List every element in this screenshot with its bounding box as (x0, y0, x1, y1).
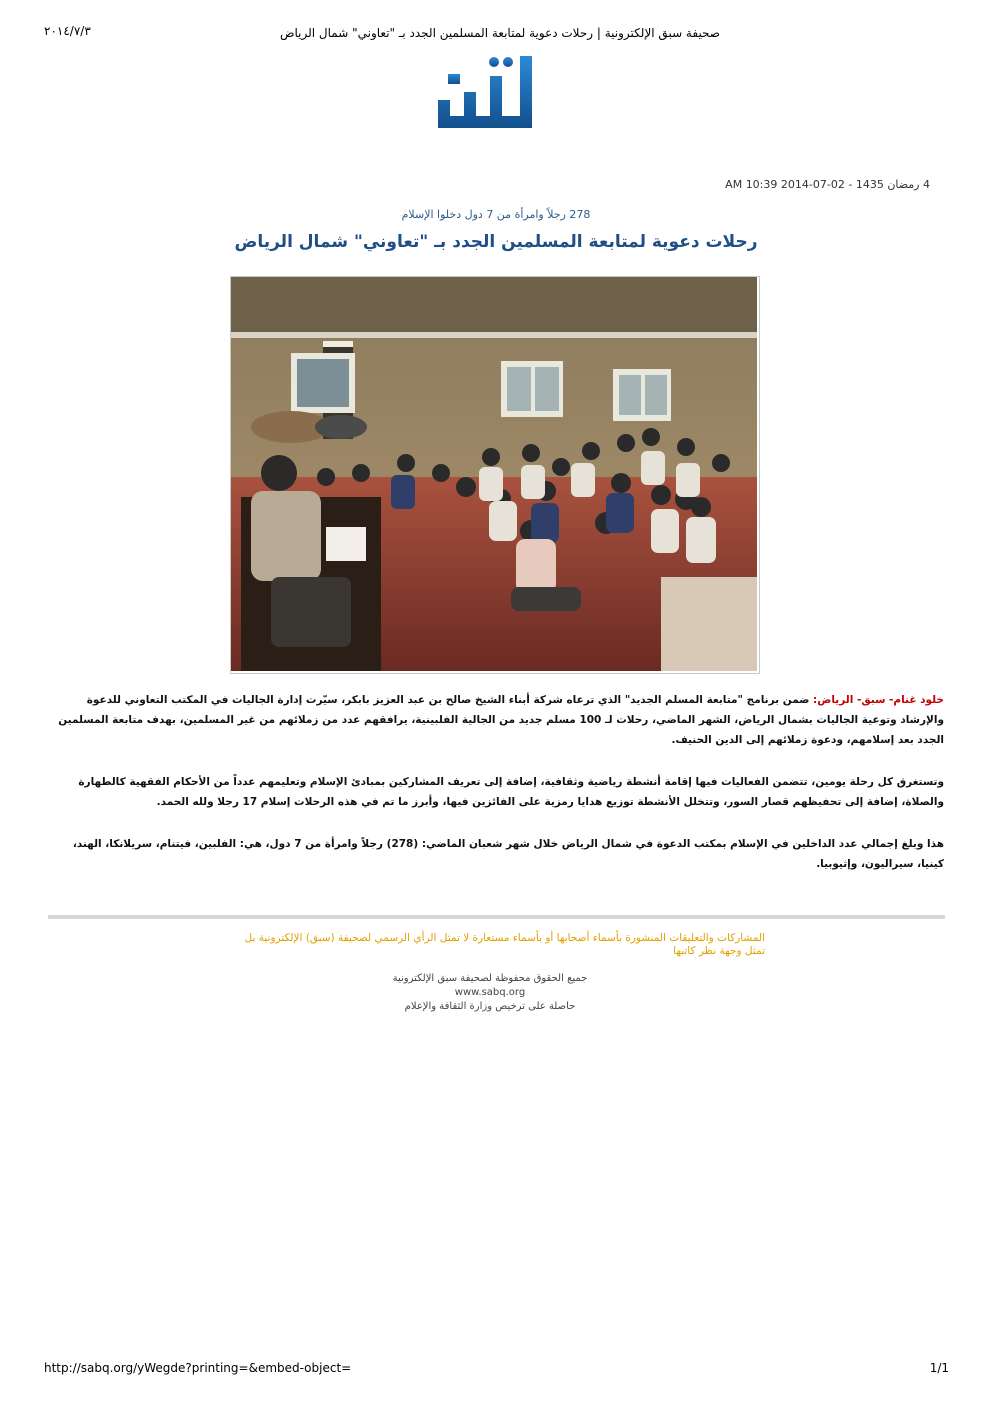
group-lesson-photo (231, 277, 757, 671)
print-page-title: صحيفة سبق الإلكترونية | رحلات دعوية لمتابعة المسلمين الجدد بـ "تعاوني" شمال الرياض (279, 26, 720, 40)
print-url: http://sabq.org/yWegde?printing=&embed-object= (44, 1361, 352, 1375)
article-body (48, 690, 944, 896)
article-headline[interactable]: رحلات دعوية لمتابعة المسلمين الجدد بـ "تعاوني" شمال الرياض (234, 232, 758, 252)
article-paragraph-3: هذا وبلغ إجمالي عدد الداخلين في الإسلام بمكتب الدعوة في شمال الرياض خلال شهر شعبان الماضي: (278) رجلاً وامرأة من 7 دول، هي: الفلبين، فيتنام، سريلانكا، الهند، كينيا، سيراليون، وإثيوبيا. (72, 838, 944, 870)
article-photo (230, 276, 760, 674)
footer-info (0, 972, 980, 1014)
comments-disclaimer: المشاركات والتعليقات المنشورة بأسماء أصحابها أو بأسماء مستعارة لا تمثل الرأي الرسمي لصحيفة (سبق) الإلكترونية بل تمثل وجهة نظر كاتبها (244, 932, 765, 957)
article-byline: خلود غنام- سبق- الرياض: (813, 694, 944, 706)
article-paragraph-1 (48, 690, 944, 750)
print-date: ٢٠١٤/٧/٣ (44, 24, 91, 38)
article-subtitle: 278 رجلاً وامرأة من 7 دول دخلوا الإسلام (401, 208, 591, 221)
sabq-logo-icon[interactable] (434, 54, 534, 136)
article-paragraph-2: وتستغرق كل رحلة يومين، تتضمن الفعاليات فيها إقامة أنشطة رياضية وثقافية، إضافة إلى تعريف المشاركين بمبادئ الإسلام وتعليمهم عدداً من الأحكام الفقهية كالطهارة والصلاة، إضافة إلى تحفيظهم قصار السور، وتتخلل الأنشطة توزيع هدايا رمزية على الفائزين فيها، وأبرز ما تم في هذه الرحلات إسلام 17 رجلا ولله الحمد. (78, 776, 944, 808)
article-datetime: 4 رمضان 1435 - 02-07-2014 10:39 AM (725, 178, 930, 191)
footer-license: حاصلة على ترخيص وزارة الثقافة والإعلام (404, 1001, 576, 1012)
page-number: 1/1 (929, 1361, 949, 1375)
footer-site-link[interactable]: www.sabq.org (454, 987, 526, 998)
footer-divider (48, 915, 945, 919)
paragraph-1-text: ضمن برنامج "متابعة المسلم الجديد" الذي ترعاه شركة أبناء الشيخ صالح بن عبد العزيز بابكر، سيّرت إدارة الجاليات في المكتب التعاوني للدعوة والإرشاد وتوعية الجاليات بشمال الرياض، الشهر الماضي، رحلات لـ 100 مسلم جديد من الجالية الفلبينية، يرافقهم عدد من زملائهم من غير المسلمين، بهدف متابعة المسلمين الجدد بعد إسلامهم، ودعوة زملائهم إلى الدين الحنيف. (58, 694, 944, 746)
footer-rights: جميع الحقوق محفوظة لصحيفة سبق الإلكترونية (392, 973, 588, 984)
